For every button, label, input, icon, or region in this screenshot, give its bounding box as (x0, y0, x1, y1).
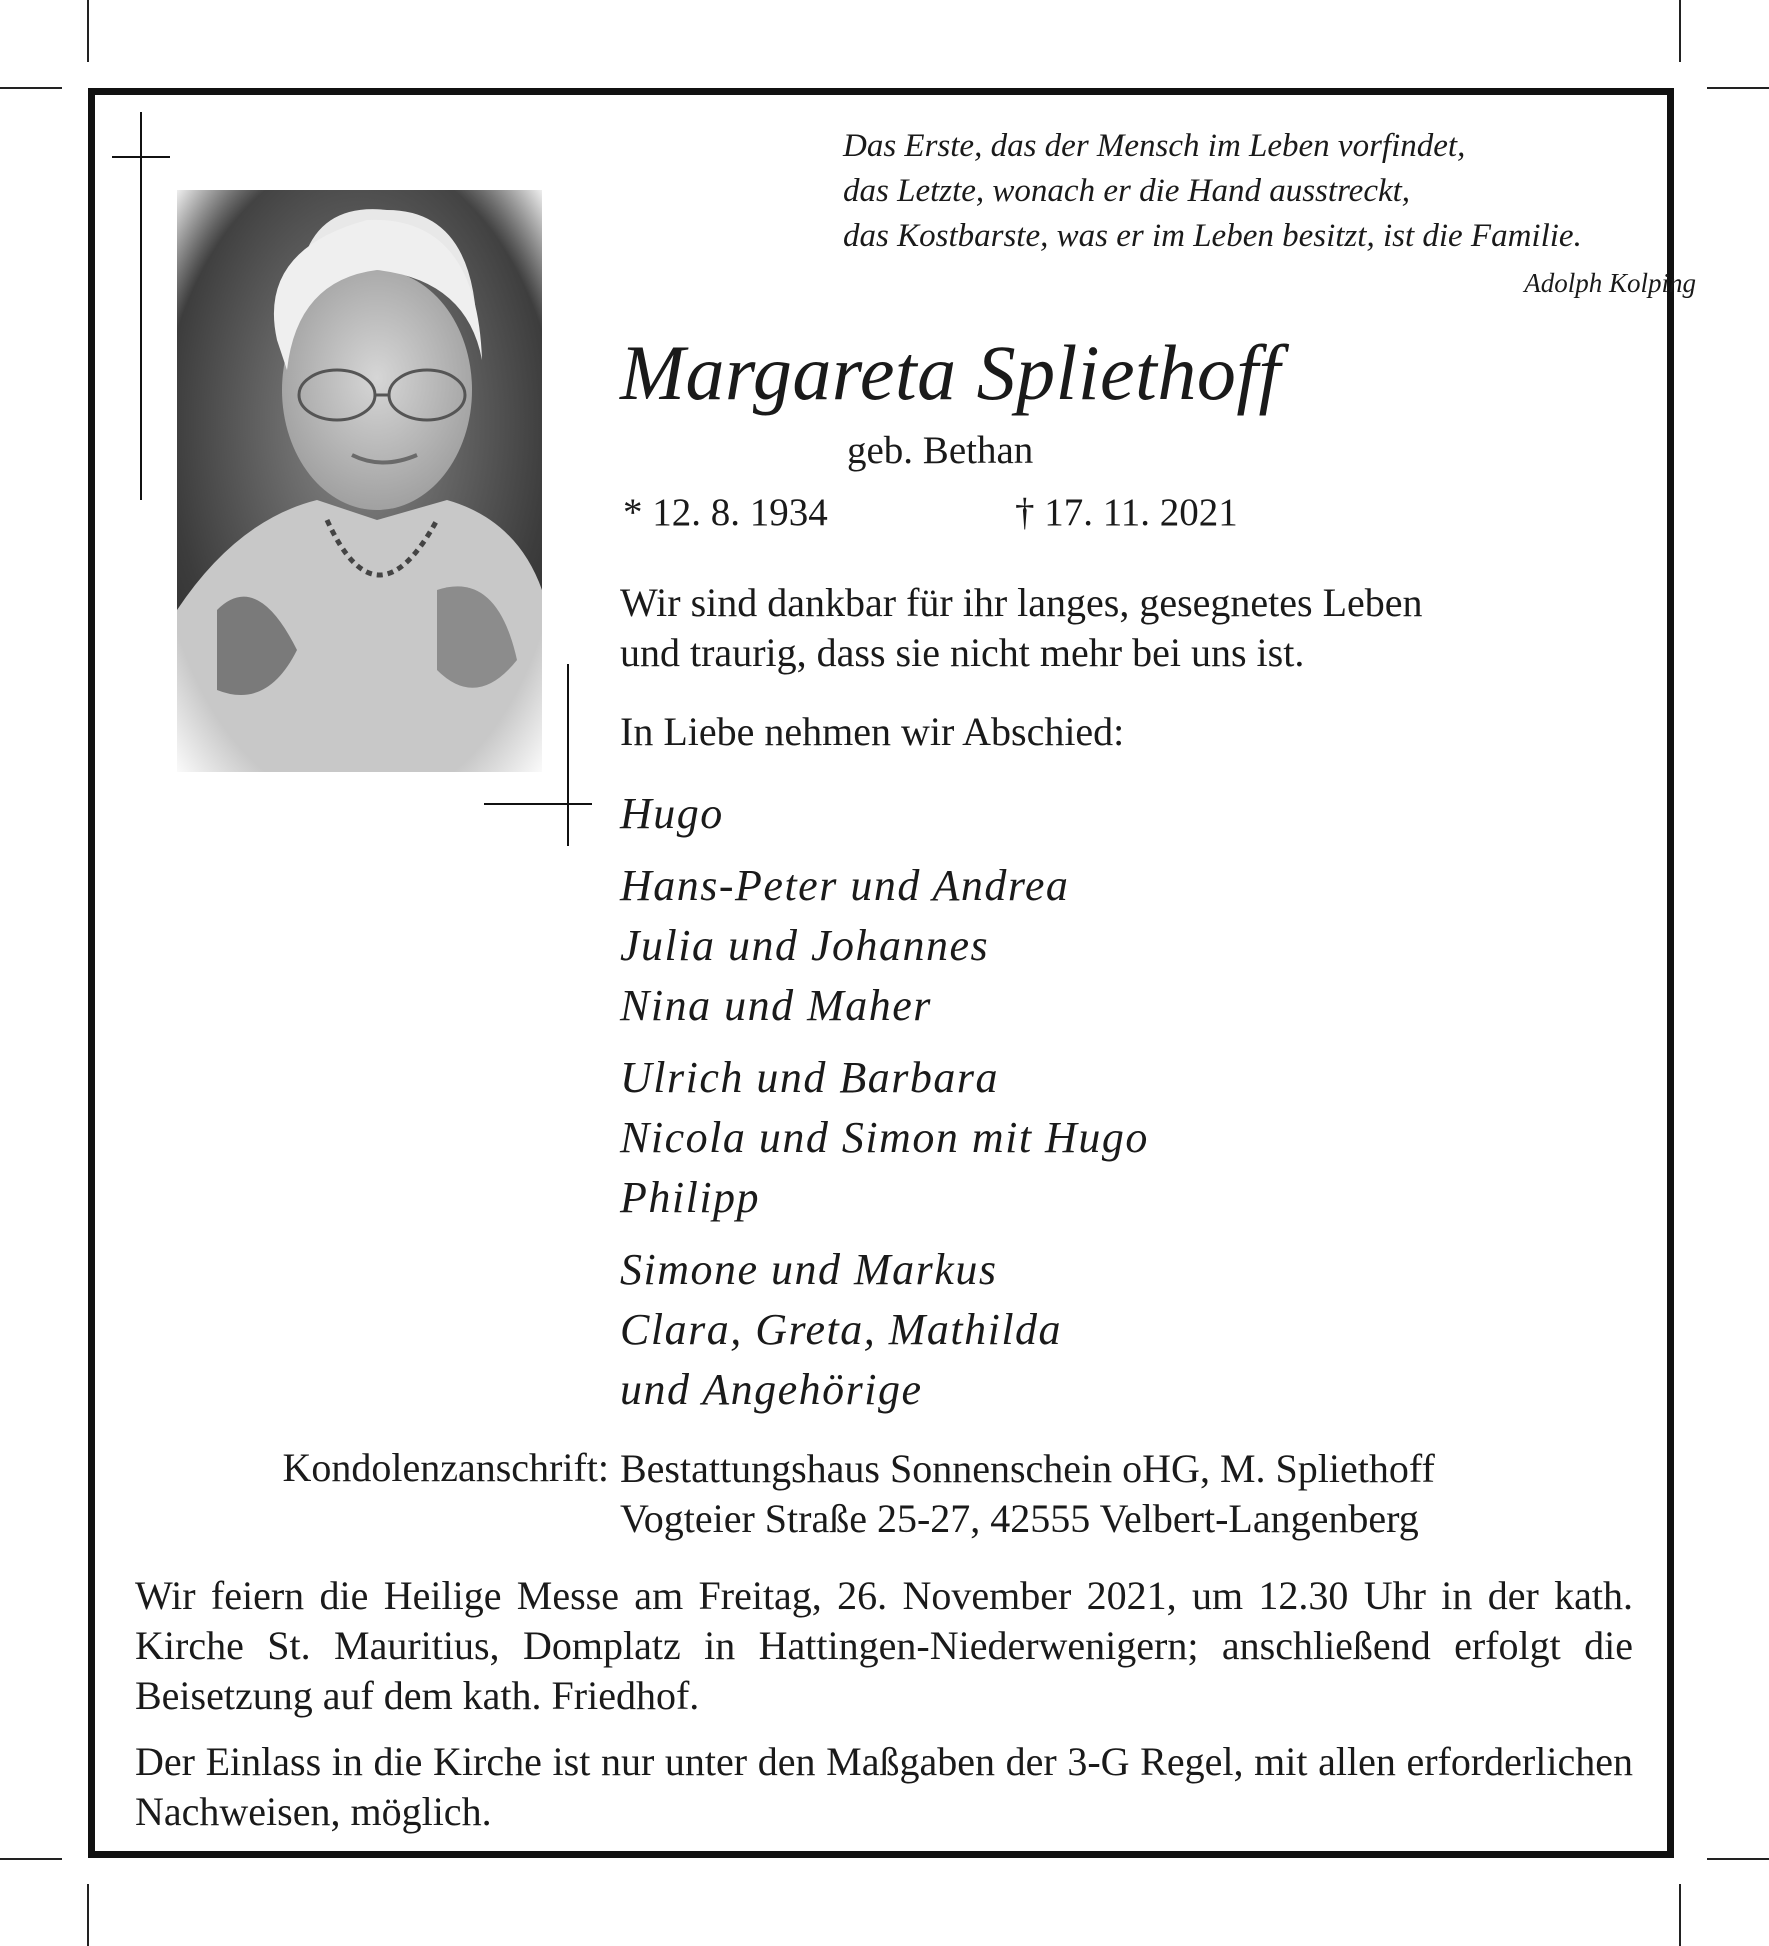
crop-mark (0, 87, 62, 89)
mourners-list (620, 784, 1149, 1432)
gratitude-line: Wir sind dankbar für ihr langes, gesegnetes Leben (620, 580, 1423, 625)
quote-line: das Letzte, wonach er die Hand ausstreckt, (843, 173, 1411, 209)
portrait-photo (177, 190, 542, 772)
crop-mark (1679, 0, 1681, 62)
address-line: Vogteier Straße 25-27, 42555 Velbert-Langenberg (620, 1496, 1419, 1541)
condolence-address (620, 1444, 1435, 1544)
address-line: Bestattungshaus Sonnenschein oHG, M. Spliethoff (620, 1446, 1435, 1491)
crop-mark (87, 1884, 89, 1946)
death-date: † 17. 11. 2021 (1015, 491, 1238, 534)
gratitude-text (620, 578, 1423, 678)
mourner-group (620, 1240, 1149, 1420)
maiden-name: geb. Bethan (847, 429, 1034, 472)
condolence-label: Kondolenzanschrift: (282, 1445, 609, 1490)
mourner-name: Simone und Markus (620, 1245, 998, 1294)
crop-mark (1679, 1884, 1681, 1946)
mourner-name: Nicola und Simon mit Hugo (620, 1113, 1149, 1162)
quote-line: Das Erste, das der Mensch im Leben vorfindet, (843, 128, 1466, 164)
quote-text (843, 124, 1582, 259)
mourner-name: und Angehörige (620, 1365, 923, 1414)
gratitude-line: und traurig, dass sie nicht mehr bei uns ist. (620, 630, 1305, 675)
mourner-name: Ulrich und Barbara (620, 1053, 999, 1102)
mourner-name: Hugo (620, 789, 724, 838)
farewell-text: In Liebe nehmen wir Abschied: (620, 709, 1125, 754)
mourner-group (620, 856, 1149, 1036)
mourner-name: Nina und Maher (620, 981, 932, 1030)
birth-date: * 12. 8. 1934 (623, 491, 828, 534)
mass-notice: Wir feiern die Heilige Messe am Freitag, 26. November 2021, um 12.30 Uhr in der kath. Kirche St. Mauritius, Domplatz in Hattingen-Niederwenigern; anschließend erfolgt die Beisetzung auf dem kath. Friedhof. (135, 1573, 1633, 1718)
entry-notice: Der Einlass in die Kirche ist nur unter den Maßgaben der 3-G Regel, mit allen erforderlichen Nachweisen, möglich. (135, 1739, 1633, 1834)
mourner-name: Hans-Peter und Andrea (620, 861, 1070, 910)
mourner-group (620, 1048, 1149, 1228)
crop-mark (1707, 1858, 1769, 1860)
deceased-name: Margareta Spliethoff (620, 329, 1281, 416)
quote-author: Adolph Kolping (1524, 268, 1696, 298)
crop-mark (87, 0, 89, 62)
quote-line: das Kostbarste, was er im Leben besitzt, ist die Familie. (843, 218, 1582, 254)
crop-mark (0, 1858, 62, 1860)
mourner-name: Julia und Johannes (620, 921, 990, 970)
mourner-name: Clara, Greta, Mathilda (620, 1305, 1063, 1354)
mourner-group (620, 784, 1149, 844)
mourner-name: Philipp (620, 1173, 761, 1222)
crop-mark (1707, 87, 1769, 89)
